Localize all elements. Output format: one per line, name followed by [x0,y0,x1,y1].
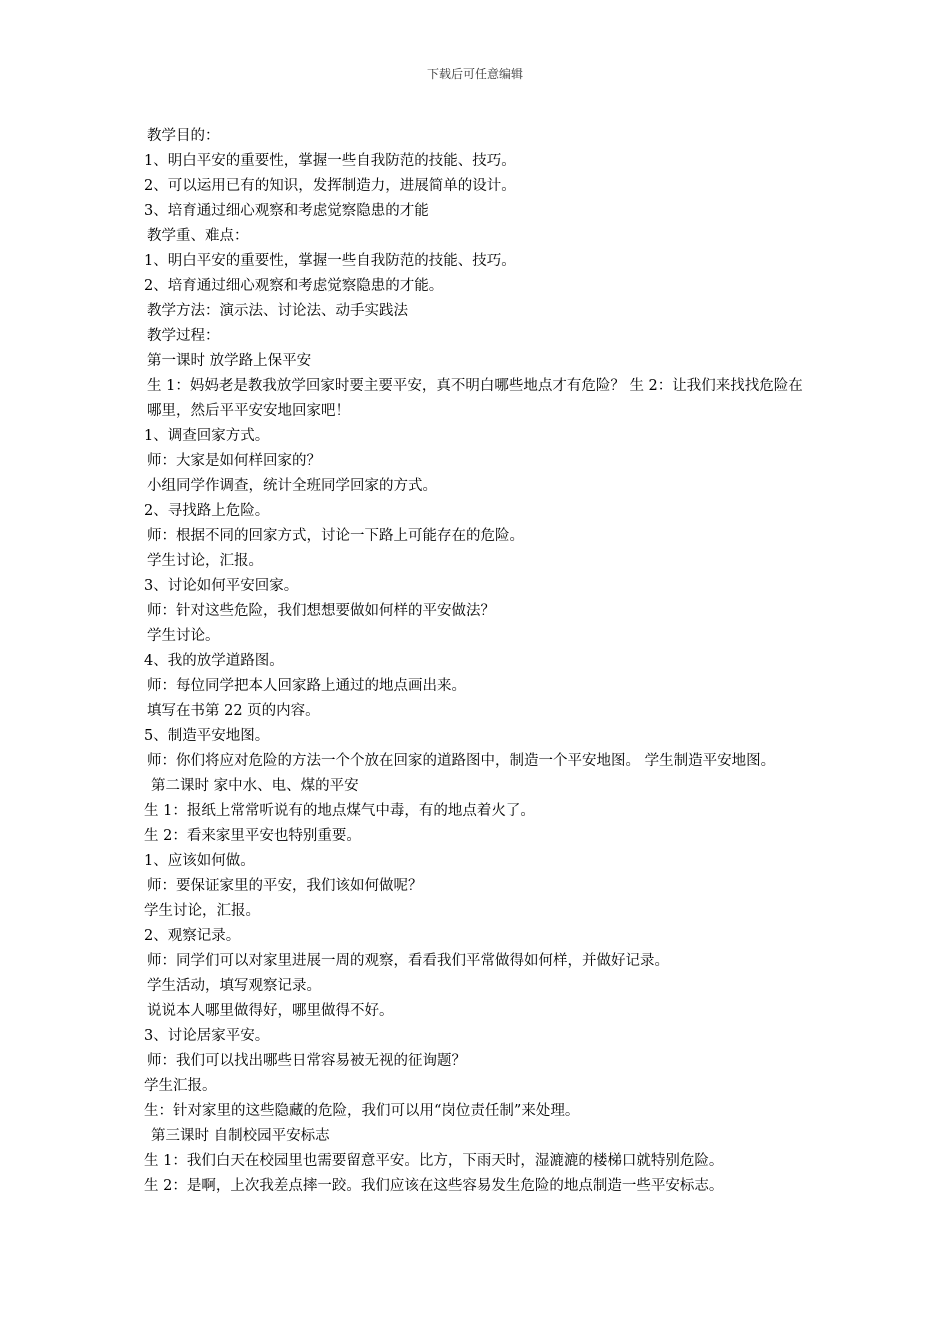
paragraph-line: 师：大家是如何样回家的？ [147,453,321,469]
paragraph-line: 2、培育通过细心观察和考虑觉察隐患的才能。 [144,278,444,294]
paragraph-line: 学生讨论。 [147,628,220,644]
document-body [144,124,814,1199]
paragraph-line: 学生汇报。 [144,1078,217,1094]
paragraph-line: 师：同学们可以对家里进展一周的观察，看看我们平常做得如何样，并做好记录。 [147,953,669,969]
page-header-note: 下载后可任意编辑 [426,67,523,81]
paragraph-line: 填写在书第 22 页的内容。 [147,703,320,719]
paragraph-line: 说说本人哪里做得好，哪里做得不好。 [147,1003,394,1019]
paragraph-line: 生：针对家里的这些隐藏的危险，我们可以用“岗位责任制”来处理。 [144,1103,580,1119]
paragraph-line: 2、寻找路上危险。 [144,503,270,519]
paragraph-line: 第三课时 自制校园平安标志 [151,1128,330,1144]
paragraph-line: 3、讨论居家平安。 [144,1028,270,1044]
paragraph-line: 3、培育通过细心观察和考虑觉察隐患的才能 [144,203,429,219]
paragraph-line: 1、调查回家方式。 [144,428,270,444]
paragraph-line: 教学方法：演示法、讨论法、动手实践法 [147,303,408,319]
paragraph-line: 生 1：报纸上常常听说有的地点煤气中毒，有的地点着火了。 [144,803,535,819]
paragraph-line: 师：根据不同的回家方式，讨论一下路上可能存在的危险。 [147,528,524,544]
paragraph-line: 2、可以运用已有的知识，发挥制造力，进展简单的设计。 [144,178,516,194]
paragraph-line: 学生讨论，汇报。 [147,553,263,569]
paragraph-line: 生 1：我们白天在校园里也需要留意平安。比方，下雨天时，湿漉漉的楼梯口就特别危险。 [144,1153,724,1169]
paragraph-line: 教学目的： [147,128,220,144]
paragraph-line: 师：要保证家里的平安，我们该如何做呢？ [147,878,423,894]
paragraph-line: 第一课时 放学路上保平安 [147,353,312,369]
paragraph-line: 学生讨论，汇报。 [144,903,260,919]
paragraph-line: 5、制造平安地图。 [144,728,270,744]
paragraph-line: 师：我们可以找出哪些日常容易被无视的征询题？ [147,1053,466,1069]
paragraph-line: 教学重、难点： [147,228,249,244]
paragraph-line: 师：针对这些危险，我们想想要做如何样的平安做法？ [147,603,495,619]
paragraph-line: 生 2：看来家里平安也特别重要。 [144,828,361,844]
paragraph-line: 1、明白平安的重要性，掌握一些自我防范的技能、技巧。 [144,253,516,269]
paragraph-line: 3、讨论如何平安回家。 [144,578,299,594]
paragraph-line: 生 2：是啊，上次我差点摔一跤。我们应该在这些容易发生危险的地点制造一些平安标志。 [144,1178,724,1194]
paragraph-line: 教学过程： [147,328,220,344]
paragraph-line: 师：你们将应对危险的方法一个个放在回家的道路图中，制造一个平安地图。 学生制造平安地图。 [147,753,776,769]
paragraph-line: 学生活动，填写观察记录。 [147,978,321,994]
paragraph-line: 师：每位同学把本人回家路上通过的地点画出来。 [147,678,466,694]
paragraph-line: 1、应该如何做。 [144,853,255,869]
paragraph-line: 2、观察记录。 [144,928,241,944]
paragraph-line: 小组同学作调查，统计全班同学回家的方式。 [147,478,437,494]
paragraph-line: 第二课时 家中水、电、煤的平安 [151,778,359,794]
paragraph-line: 1、明白平安的重要性，掌握一些自我防范的技能、技巧。 [144,153,516,169]
paragraph-line: 生 1：妈妈老是教我放学回家时要主要平安，真不明白哪些地点才有危险？ 生 2：让我们来找找危险在哪里，然后平平安安地回家吧！ [147,378,803,419]
paragraph-line: 4、我的放学道路图。 [144,653,284,669]
